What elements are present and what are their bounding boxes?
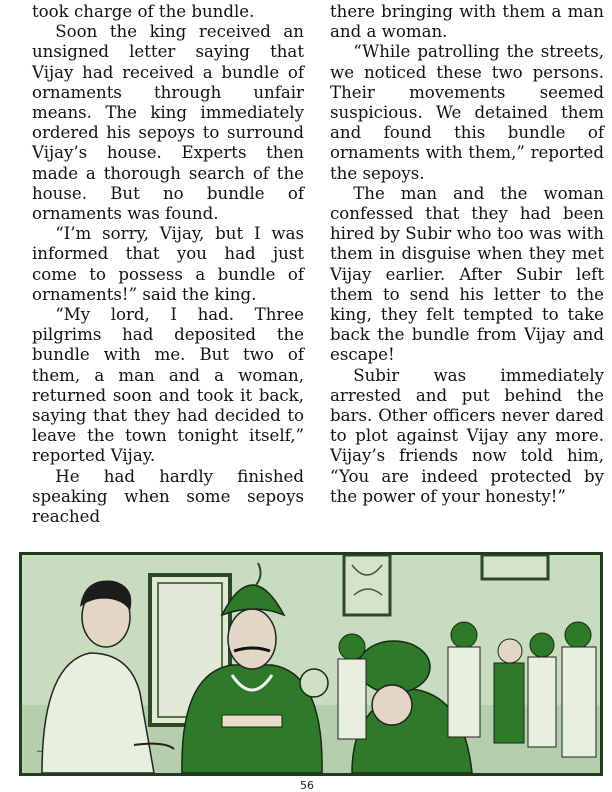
- wall-picture: [344, 555, 390, 615]
- paragraph: The man and the woman confessed that they had been hired by Subir who too was with them in disguise when they met Vijay earlier. After Subir left them to send his letter to the king, they felt tempted to take back the bundle from Vijay and escape!: [330, 183, 604, 365]
- right-column: [330, 2, 604, 507]
- left-column: [32, 2, 304, 527]
- paragraph: there bringing with them a man and a woman.: [330, 2, 604, 42]
- page-number: 56: [300, 779, 314, 792]
- artist-signature-mark: ~: [35, 746, 45, 758]
- paragraph: took charge of the bundle.: [32, 2, 255, 21]
- paragraph: “My lord, I had. Three pilgrims had deposited the bundle with me. But two of them, a man and a woman, returned soon and took it back, saying that they had decided to leave the town tonight itself,” reported Vijay.: [32, 305, 304, 466]
- paragraph: Subir was immediately arrested and put behind the bars. Other officers never dared to plot against Vijay any more. Vijay’s friends now told him, “You are indeed protected by the power of your honesty!”: [330, 365, 604, 506]
- paragraph: “I’m sorry, Vijay, but I was informed that you had just come to possess a bundle of ornaments!” said the king.: [32, 224, 304, 304]
- paragraph: He had hardly finished speaking when some sepoys reached: [32, 466, 304, 527]
- paragraph: Soon the king received an unsigned letter saying that Vijay had received a bundle of ornaments through unfair means. The king immediately ordered his sepoys to surround Vijay’s house. Experts then made a thorough search of the house. But no bundle of ornaments was found.: [32, 22, 304, 224]
- court-scene-drawing: [22, 555, 600, 773]
- paragraph: “While patrolling the streets, we noticed these two persons. Their movements seemed suspicious. We detained them and found this bundle of ornaments with them,” reported the sepoys.: [330, 42, 604, 183]
- wall-sconce: [482, 555, 548, 579]
- story-illustration: [19, 552, 603, 776]
